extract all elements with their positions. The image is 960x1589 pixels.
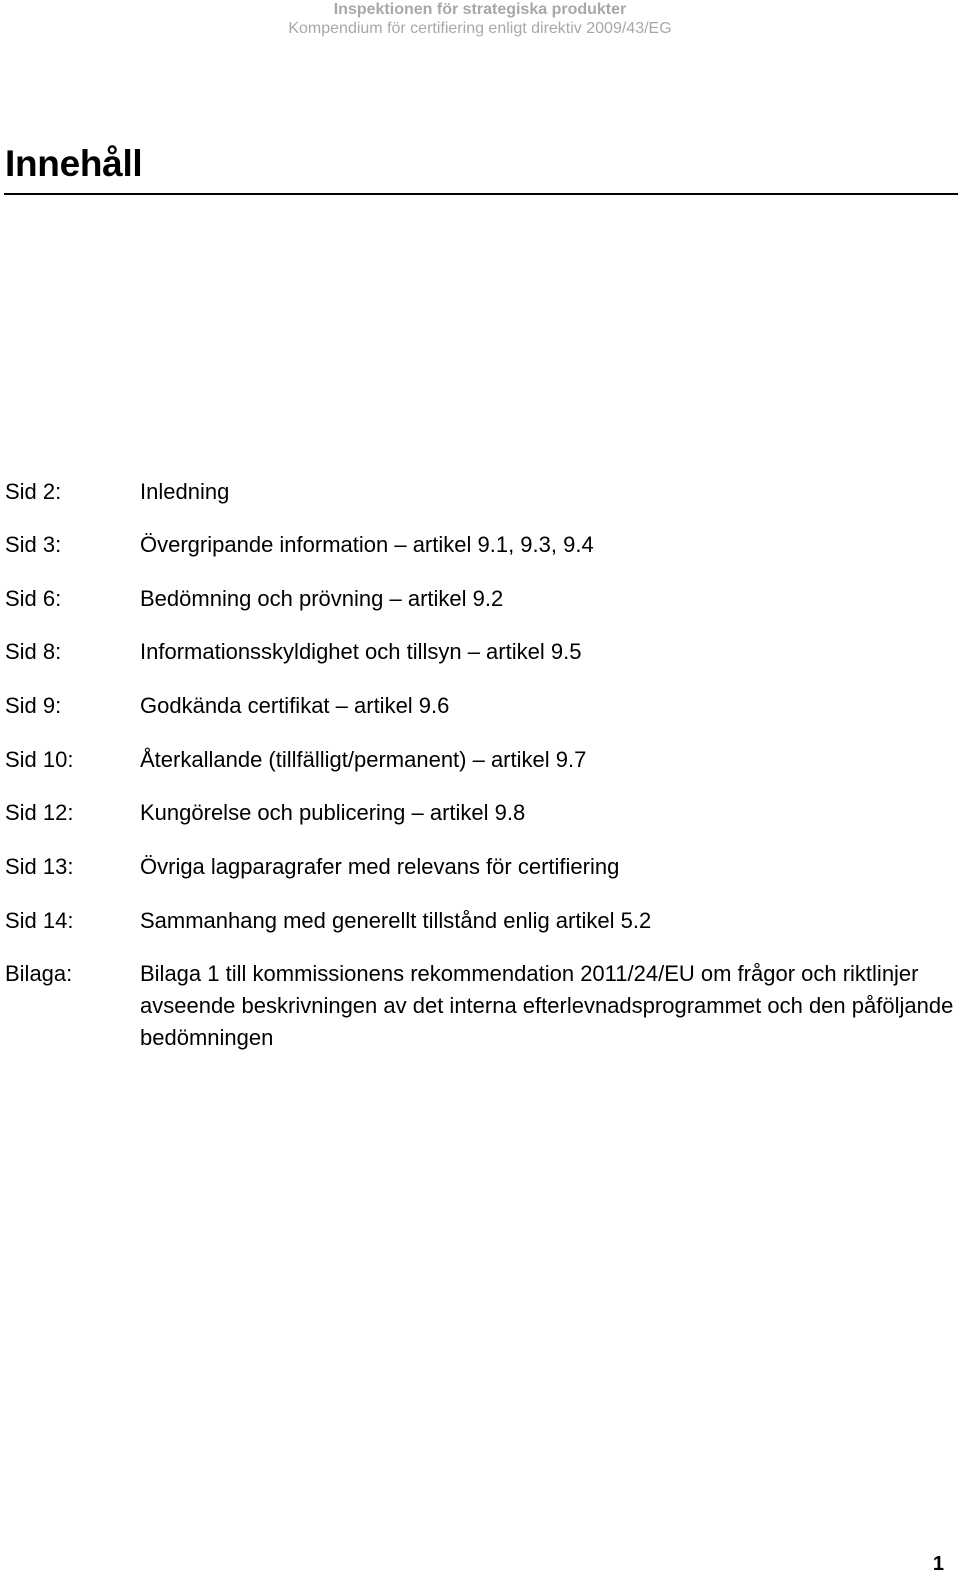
toc-page-ref: Sid 8: bbox=[5, 639, 62, 664]
toc-page-ref: Sid 10: bbox=[5, 747, 74, 772]
toc-page-ref: Bilaga: bbox=[5, 961, 73, 986]
header-organization: Inspektionen för strategiska produkter bbox=[333, 1, 627, 18]
toc-entry-label: Inledning bbox=[140, 479, 230, 504]
toc-entry-label: Övergripande information – artikel 9.1, 9.3, 9.4 bbox=[140, 532, 594, 557]
toc-page-ref: Sid 3: bbox=[5, 532, 62, 557]
toc-page-ref: Sid 6: bbox=[5, 586, 62, 611]
toc-entry-label: Övriga lagparagrafer med relevans för certifiering bbox=[140, 854, 620, 879]
toc-page-ref: Sid 9: bbox=[5, 693, 62, 718]
page-number: 1 bbox=[932, 1553, 944, 1575]
header-subtitle: Kompendium för certifiering enligt direktiv 2009/43/EG bbox=[288, 20, 672, 37]
toc-entry-label: Bedömning och prövning – artikel 9.2 bbox=[140, 586, 504, 611]
toc-entry-label: Informationsskyldighet och tillsyn – artikel 9.5 bbox=[140, 639, 582, 664]
title-divider bbox=[4, 193, 958, 195]
page-title: Innehåll bbox=[5, 143, 143, 184]
toc-entry-label: Sammanhang med generellt tillstånd enlig artikel 5.2 bbox=[140, 908, 652, 933]
toc-entry-label: Godkända certifikat – artikel 9.6 bbox=[140, 693, 450, 718]
toc-page-ref: Sid 12: bbox=[5, 800, 74, 825]
toc-page-ref: Sid 2: bbox=[5, 479, 62, 504]
toc-entry-label: Bilaga 1 till kommissionens rekommendation 2011/24/EU om frågor och riktlinjer avseende beskrivningen av det interna efterlevnadsprogrammet och den påföljande bedömningen bbox=[140, 961, 954, 1050]
toc-page-ref: Sid 13: bbox=[5, 854, 74, 879]
toc-entry-label: Kungörelse och publicering – artikel 9.8 bbox=[140, 800, 526, 825]
toc-entry-label: Återkallande (tillfälligt/permanent) – artikel 9.7 bbox=[140, 747, 587, 772]
toc-page-ref: Sid 14: bbox=[5, 908, 74, 933]
